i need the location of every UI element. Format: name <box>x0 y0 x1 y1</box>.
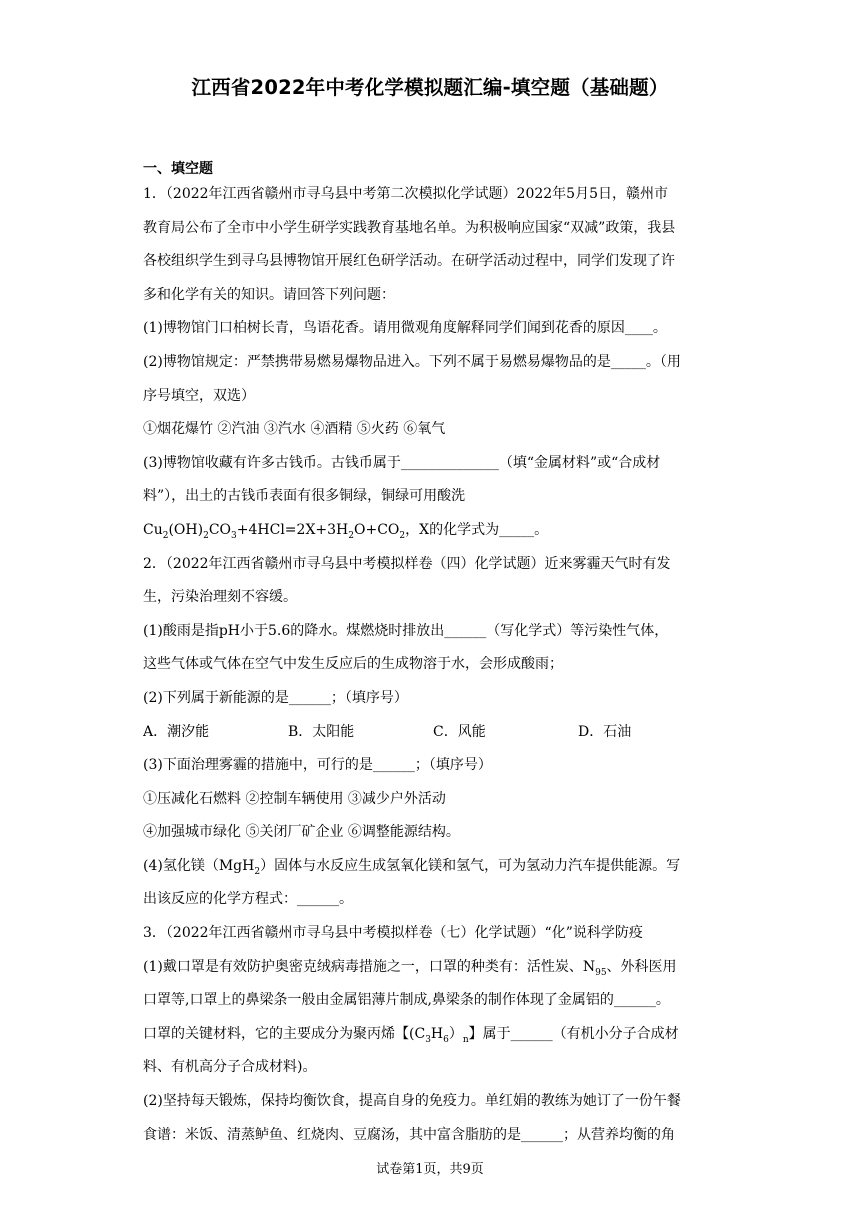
chemical-equation: $Cu_2(OH)_2CO_3+4HCl=2X+3H_2O+CO_2$，X的化学式为_____。 <box>143 521 549 541</box>
text-line: ①烟花爆竹 ②汽油 ③汽水 ④酒精 ⑤火药 ⑥氧气 <box>143 421 446 438</box>
text-line: (2)下列属于新能源的是______；（填序号） <box>143 689 408 706</box>
text-line: 料、有机高分子合成材料)。 <box>143 1059 317 1076</box>
document-title: 江西省2022年中考化学模拟题汇编-填空题（基础题） <box>191 76 669 99</box>
option-a: A．潮汐能 <box>143 723 210 740</box>
text-line: 这些气体或气体在空气中发生反应后的生成物溶于水，会形成酸雨； <box>143 656 563 673</box>
page-footer: 试卷第1页，共9页 <box>376 1162 484 1177</box>
text-line: (3)博物馆收藏有许多古钱币。古钱币属于______________（填“金属材料”或“合成材 <box>143 454 661 471</box>
text-line: 出该反应的化学方程式：______。 <box>143 891 353 908</box>
text-line: (3)下面治理雾霾的措施中，可行的是______；（填序号） <box>143 757 492 774</box>
option-d: D．石油 <box>578 723 632 740</box>
text-line: 教育局公布了全市中小学生研学实践教育基地名单。为积极响应国家“双减”政策，我县 <box>143 219 676 236</box>
text-line: (2)博物馆规定：严禁携带易燃易爆物品进入。下列不属于易燃易爆物品的是_____。（用 <box>143 353 681 370</box>
text-line: 多和化学有关的知识。请回答下列问题： <box>143 286 395 303</box>
text-line: (2)坚持每天锻炼，保持均衡饮食，提高自身的免疫力。单红娟的教练为她订了一份午餐 <box>143 1093 681 1110</box>
text-line: 各校组织学生到寻乌县博物馆开展红色研学活动。在研学活动过程中，同学们发现了许 <box>143 253 675 270</box>
question-body <box>143 178 723 1152</box>
text-line: ①压减化石燃料 ②控制车辆使用 ③减少户外活动 <box>143 790 446 807</box>
text-line: 食谱：米饭、清蒸鲈鱼、红烧肉、豆腐汤，其中富含脂肪的是______；从营养均衡的角 <box>143 1126 675 1143</box>
option-c: C．风能 <box>433 723 486 740</box>
text-line: 序号填空，双选） <box>143 387 255 404</box>
text-line: (4)氢化镁（MgH$_2$）固体与水反应生成氢氧化镁和氢气，可为氢动力汽车提供能源。写 <box>143 857 681 877</box>
text-line: 2．（2022年江西省赣州市寻乌县中考模拟样卷（四）化学试题）近来雾霾天气时有发 <box>143 555 671 572</box>
text-line: 口罩的关键材料，它的主要成分为聚丙烯【$(C_3H_6)_n$】属于______（有机小分子合成材 <box>143 1025 679 1045</box>
text-line: 料”），出土的古钱币表面有很多铜绿，铜绿可用酸洗 <box>143 488 466 505</box>
choice-options <box>143 716 723 750</box>
text-line: (1)戴口罩是有效防护奥密克绒病毒措施之一，口罩的种类有：活性炭、$N_{95}$、外科医用 <box>143 958 677 978</box>
option-b: B．太阳能 <box>288 723 355 740</box>
section-heading: 一、填空题 <box>143 161 213 177</box>
text-line: 1．（2022年江西省赣州市寻乌县中考第二次模拟化学试题）2022年5月5日，赣州市 <box>143 186 668 202</box>
text-line: 3．（2022年江西省赣州市寻乌县中考模拟样卷（七）化学试题）“化”说科学防疫 <box>143 925 643 942</box>
text-line: 生，污染治理刻不容缓。 <box>143 589 297 606</box>
text-line: ④加强城市绿化 ⑤关闭厂矿企业 ⑥调整能源结构。 <box>143 824 460 841</box>
text-line: 口罩等,口罩上的鼻梁条一般由金属铝薄片制成,鼻梁条的制作体现了金属铝的______。 <box>143 992 670 1009</box>
text-line: (1)酸雨是指pH小于5.6的降水。煤燃烧时排放出______（写化学式）等污染性气体， <box>143 622 669 639</box>
text-line: (1)博物馆门口柏树长青，鸟语花香。请用微观角度解释同学们闻到花香的原因____。 <box>143 320 667 337</box>
